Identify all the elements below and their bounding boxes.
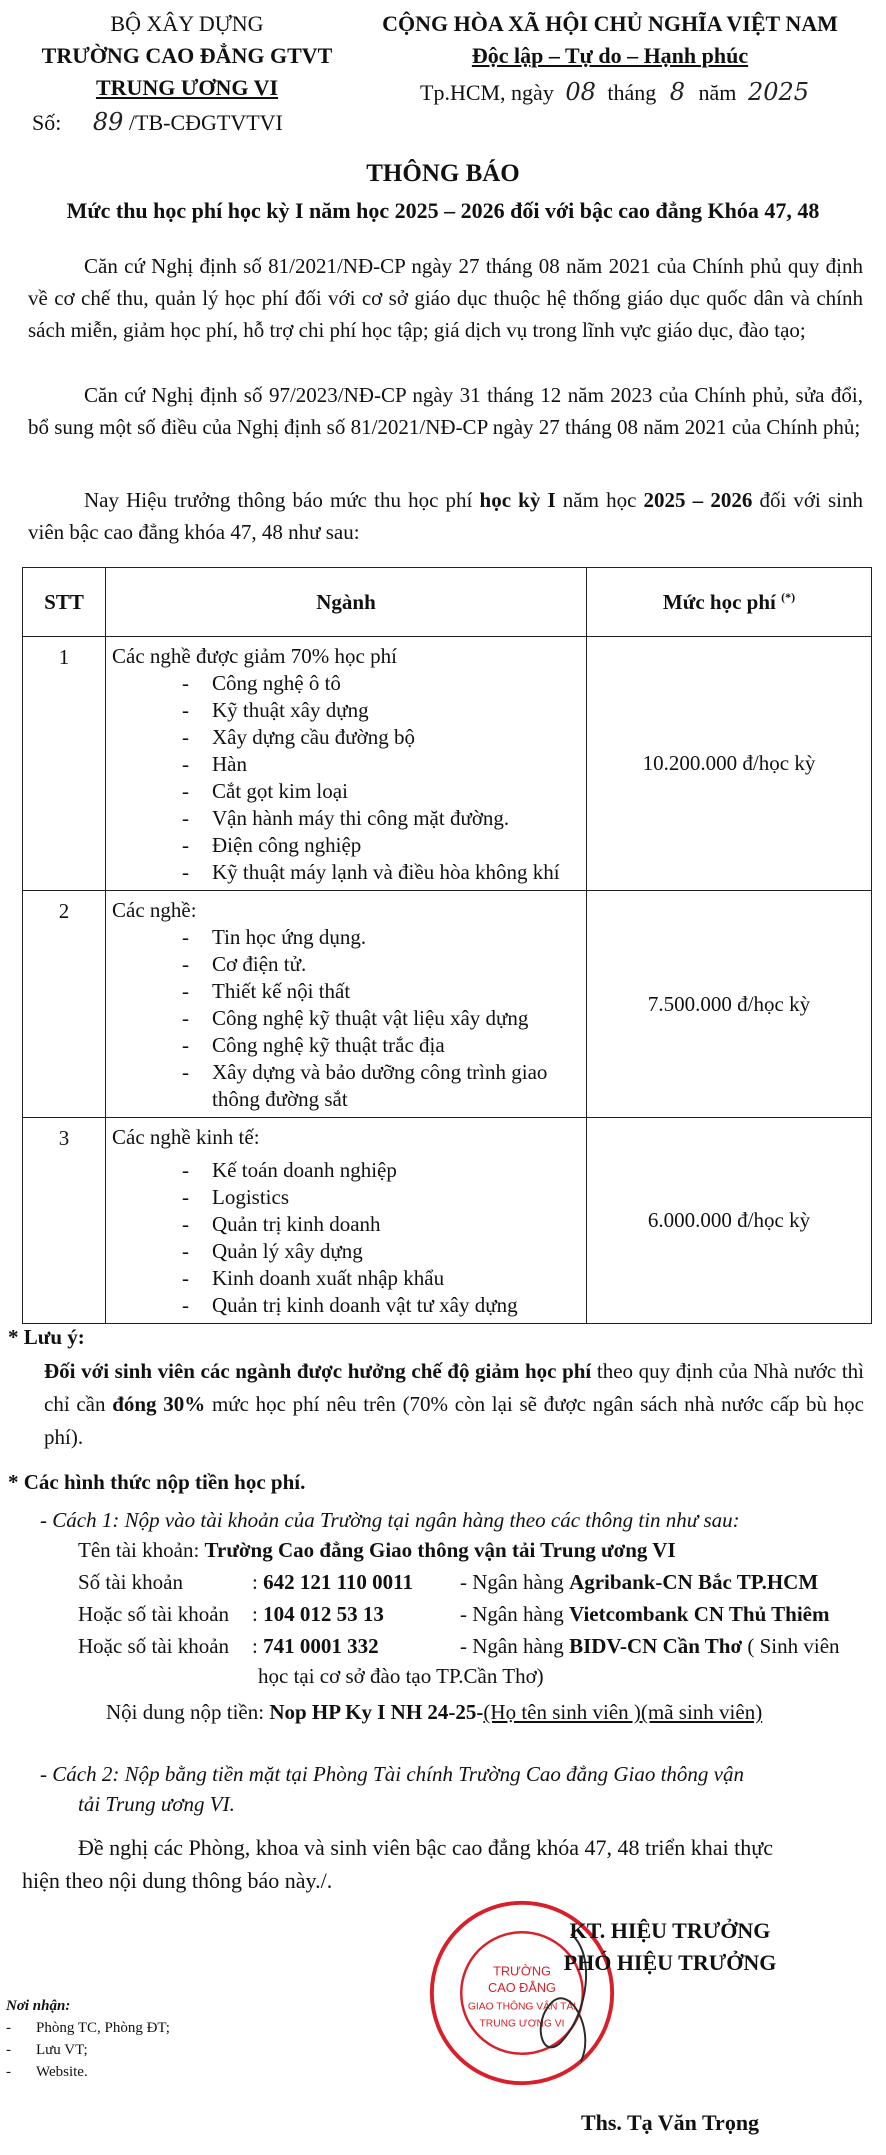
list-item: - Công nghệ kỹ thuật trắc địa xyxy=(112,1032,580,1059)
list-item: - Xây dựng và bảo dưỡng công trình giao thông đường sắt xyxy=(112,1059,580,1113)
date-prefix: Tp.HCM, ngày xyxy=(420,80,554,105)
issue-date xyxy=(420,78,809,106)
row-stt: 3 xyxy=(23,1118,106,1324)
recipients-heading: Nơi nhận: xyxy=(6,1998,71,2014)
list-item: - Logistics xyxy=(112,1184,580,1211)
table-row xyxy=(23,1118,872,1324)
list-item: - Kỹ thuật máy lạnh và điều hòa không khí xyxy=(112,859,580,886)
date-day: 08 xyxy=(565,78,596,106)
list-item: - Website. xyxy=(6,2064,88,2080)
page-title: THÔNG BÁO xyxy=(366,160,520,187)
seal-text-4: TRUNG ƯƠNG VI xyxy=(479,2018,565,2030)
payment-method-2-cont: tải Trung ương VI. xyxy=(78,1792,235,1816)
row-programs xyxy=(106,891,587,1118)
account-label: Hoặc số tài khoản xyxy=(78,1634,230,1658)
row-programs xyxy=(106,1118,587,1324)
row-fee: 10.200.000 đ/học kỳ xyxy=(587,637,872,891)
row-fee: 7.500.000 đ/học kỳ xyxy=(587,891,872,1118)
table-row xyxy=(23,891,872,1118)
list-item: - Quản trị kinh doanh vật tư xây dựng xyxy=(112,1292,580,1319)
signer-name: Ths. Tạ Văn Trọng xyxy=(580,2110,760,2135)
payment-heading: * Các hình thức nộp tiền học phí. xyxy=(8,1470,306,1494)
list-item: - Lưu VT; xyxy=(6,2042,88,2058)
seal-text-1: TRƯỜNG xyxy=(493,1963,551,1979)
account-number: : 104 012 53 13 xyxy=(252,1602,384,1626)
announcement-intro: Nay Hiệu trưởng thông báo mức thu học phí học kỳ I năm học 2025 – 2026 đối với sinh viên bậc cao đẳng khóa 47, 48 như sau: xyxy=(28,488,864,544)
list-item: - Tin học ứng dụng. xyxy=(112,924,580,951)
note-heading: * Lưu ý: xyxy=(8,1325,85,1349)
account-label: Số tài khoản xyxy=(78,1570,183,1594)
school-name-2: TRUNG ƯƠNG VI xyxy=(95,75,279,100)
payment-content: Nội dung nộp tiền: Nop HP Ky I NH 24-25-(Họ tên sinh viên )(mã sinh viên) xyxy=(106,1700,763,1724)
col-nganh: Ngành xyxy=(106,568,587,637)
header-left xyxy=(22,8,352,104)
legal-basis-2: Căn cứ Nghị định số 97/2023/NĐ-CP ngày 31 tháng 12 năm 2023 của Chính phủ, sửa đổi, bổ sung một số điều của Nghị định số 81/2021/NĐ-CP ngày 27 tháng 08 năm 2021 của Chính phủ; xyxy=(28,383,863,439)
date-year-label: năm xyxy=(698,80,737,105)
account-number: : 741 0001 332 xyxy=(252,1634,379,1658)
group-label: Các nghề kinh tế: xyxy=(112,1125,260,1149)
list-item: - Kỹ thuật xây dựng xyxy=(112,697,580,724)
closing-line-2: hiện theo nội dung thông báo này./. xyxy=(22,1868,333,1893)
account-number: : 642 121 110 0011 xyxy=(252,1570,414,1594)
list-item: - Phòng TC, Phòng ĐT; xyxy=(6,2020,170,2036)
date-month-label: tháng xyxy=(607,80,657,105)
bidv-note: học tại cơ sở đào tạo TP.Cần Thơ) xyxy=(258,1664,544,1688)
list-item: - Hàn xyxy=(112,751,580,778)
motto: Độc lập – Tự do – Hạnh phúc xyxy=(471,43,749,68)
list-item: - Vận hành máy thi công mặt đường. xyxy=(112,805,580,832)
recipients xyxy=(6,1995,170,2083)
so-suffix: /TB-CĐGTVTVI xyxy=(128,110,283,135)
list-item: - Công nghệ kỹ thuật vật liệu xây dựng xyxy=(112,1005,580,1032)
table-row xyxy=(23,637,872,891)
ministry-name: BỘ XÂY DỰNG xyxy=(110,11,264,36)
list-item: - Quản trị kinh doanh xyxy=(112,1211,580,1238)
col-fee: Mức học phí (*) xyxy=(587,568,872,637)
account-bank: - Ngân hàng BIDV-CN Cần Thơ ( Sinh viên xyxy=(460,1634,840,1658)
closing-line-1: Đề nghị các Phòng, khoa và sinh viên bậc cao đẳng khóa 47, 48 triển khai thực xyxy=(78,1835,773,1860)
payment-method-2: - Cách 2: Nộp bằng tiền mặt tại Phòng Tài chính Trường Cao đẳng Giao thông vận xyxy=(40,1762,744,1786)
country-name: CỘNG HÒA XÃ HỘI CHỦ NGHĨA VIỆT NAM xyxy=(382,11,838,36)
list-item: - Cắt gọt kim loại xyxy=(112,778,580,805)
account-name-line: Tên tài khoản: Trường Cao đẳng Giao thông vận tải Trung ương VI xyxy=(78,1538,676,1562)
payment-method-1: - Cách 1: Nộp vào tài khoản của Trường tại ngân hàng theo các thông tin như sau: xyxy=(40,1508,740,1532)
list-item: - Điện công nghiệp xyxy=(112,832,580,859)
col-stt: STT xyxy=(23,568,106,637)
list-item: - Thiết kế nội thất xyxy=(112,978,580,1005)
note-body: Đối với sinh viên các ngành được hưởng chế độ giảm học phí theo quy định của Nhà nước thì chỉ cần đóng 30% mức học phí nêu trên (70% còn lại sẽ được ngân sách nhà nước cấp bù học phí). xyxy=(44,1359,865,1449)
so-label: Số: xyxy=(32,110,62,135)
group-label: Các nghề: xyxy=(112,898,197,922)
date-month: 8 xyxy=(669,78,686,106)
list-item: - Kinh doanh xuất nhập khẩu xyxy=(112,1265,580,1292)
seal-text-3: GIAO THÔNG VẬN TẢI xyxy=(467,2001,577,2013)
list-item: - Quản lý xây dựng xyxy=(112,1238,580,1265)
sign-title-2: PHÓ HIỆU TRƯỞNG xyxy=(563,1950,777,1975)
row-fee: 6.000.000 đ/học kỳ xyxy=(587,1118,872,1324)
sign-title-1: KT. HIỆU TRƯỞNG xyxy=(569,1918,771,1943)
list-item: - Kế toán doanh nghiệp xyxy=(112,1157,580,1184)
list-item: - Công nghệ ô tô xyxy=(112,670,580,697)
document-number xyxy=(32,108,283,136)
page-subtitle: Mức thu học phí học kỳ I năm học 2025 – 2026 đối với bậc cao đẳng Khóa 47, 48 xyxy=(66,198,820,223)
list-item: - Cơ điện tử. xyxy=(112,951,580,978)
table-header-row xyxy=(23,568,872,637)
legal-basis-1: Căn cứ Nghị định số 81/2021/NĐ-CP ngày 27 tháng 08 năm 2021 của Chính phủ quy định về cơ chế thu, quản lý học phí đối với cơ sở giáo dục thuộc hệ thống giáo dục quốc dân và chính sách miễn, giảm học phí, hỗ trợ chi phí học tập; giá dịch vụ trong lĩnh vực giáo dục, đào tạo; xyxy=(28,254,863,342)
account-bank: - Ngân hàng Vietcombank CN Thủ Thiêm xyxy=(460,1602,830,1626)
fee-table xyxy=(22,567,872,1324)
seal-text-2: CAO ĐẲNG xyxy=(488,1980,556,1996)
row-programs xyxy=(106,637,587,891)
row-stt: 2 xyxy=(23,891,106,1118)
group-label: Các nghề được giảm 70% học phí xyxy=(112,644,397,668)
date-year: 2025 xyxy=(747,78,810,106)
so-number: 89 xyxy=(92,108,124,136)
account-label: Hoặc số tài khoản xyxy=(78,1602,230,1626)
row-stt: 1 xyxy=(23,637,106,891)
header-right xyxy=(345,8,875,72)
school-name: TRƯỜNG CAO ĐẲNG GTVT xyxy=(41,43,333,68)
list-item: - Xây dựng cầu đường bộ xyxy=(112,724,580,751)
account-bank: - Ngân hàng Agribank-CN Bắc TP.HCM xyxy=(460,1570,819,1594)
